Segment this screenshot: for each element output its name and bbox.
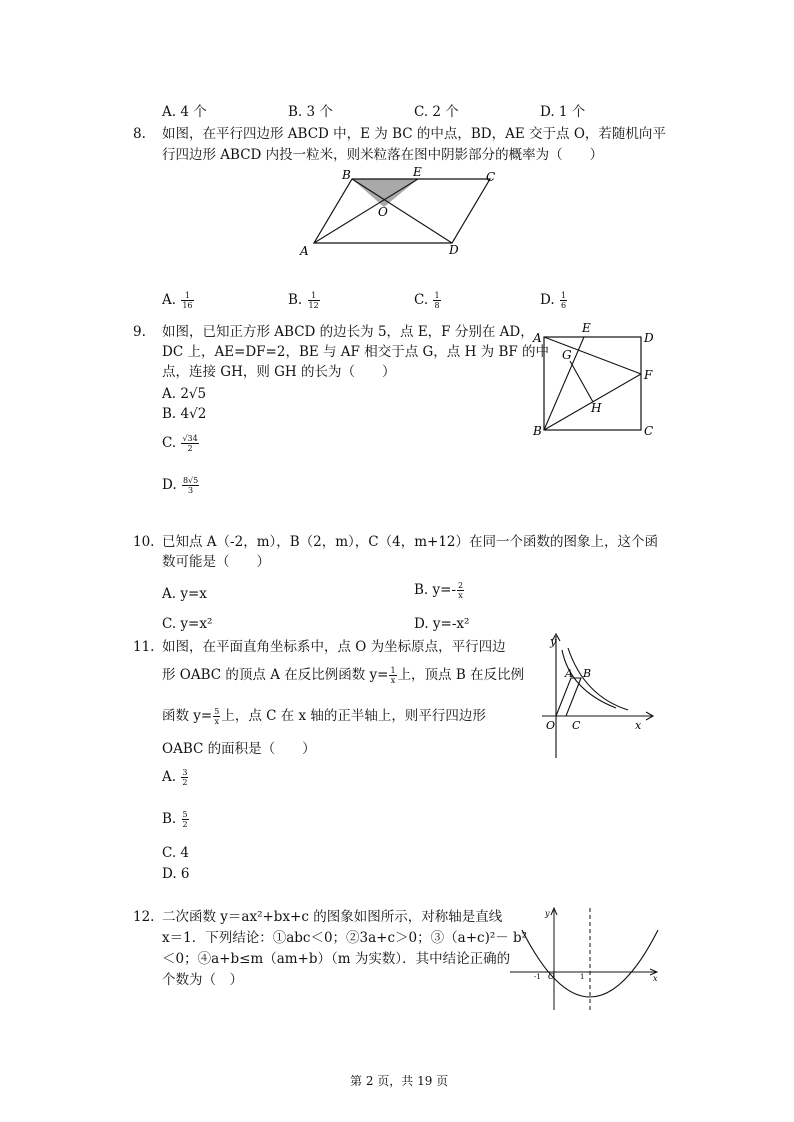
q9-segment-af bbox=[544, 337, 641, 374]
q11-stem-line3: 函数 y= $\frac{5}{x}$ 上，点 C 在 x 轴的正半轴上，则平行四边形 bbox=[162, 707, 486, 726]
q9-label-d: D bbox=[644, 331, 654, 345]
q11-stem-line4: OABC 的面积是（ ） bbox=[162, 741, 316, 757]
q9-label-a: A bbox=[533, 331, 542, 345]
q10-option-c: C. y=x² bbox=[162, 616, 213, 632]
q10-stem-line2: 数可能是（ ） bbox=[162, 554, 270, 570]
q11-label-x: x bbox=[635, 719, 642, 732]
q11-label-a: A bbox=[565, 667, 573, 680]
q8-label-b: B bbox=[342, 168, 351, 182]
q8-stem-line1: 如图，在平行四边形 ABCD 中，E 为 BC 的中点，BD，AE 交于点 O，若随机向平 bbox=[162, 126, 666, 142]
q9-label-g: G bbox=[562, 348, 572, 362]
q11-stem-line1: 如图，在平面直角坐标系中，点 O 为坐标原点，平行四边 bbox=[162, 639, 506, 655]
q7-option-c: C. 2 个 bbox=[414, 104, 459, 120]
q9-stem-line1: 如图，已知正方形 ABCD 的边长为 5，点 E，F 分别在 AD， bbox=[162, 324, 534, 340]
q8-label-e: E bbox=[413, 165, 422, 179]
q9-segment-gh bbox=[570, 361, 593, 402]
q9-option-a: A. 2√5 bbox=[162, 386, 207, 402]
q12-stem-line3: ＜0；④a+b≤m（am+b）（m 为实数）．其中结论正确的 bbox=[162, 951, 511, 967]
q11-label-b: B bbox=[583, 667, 592, 680]
q10-option-d: D. y=-x² bbox=[414, 616, 470, 632]
q12-label-neg1: -1 bbox=[534, 973, 541, 981]
q10-number: 10. bbox=[133, 534, 155, 550]
q12-number: 12. bbox=[133, 909, 155, 925]
q8-label-d: D bbox=[449, 243, 459, 257]
q9-label-f: F bbox=[644, 368, 653, 382]
q9-square bbox=[544, 337, 641, 430]
q12-label-y: y bbox=[545, 909, 550, 918]
q10-option-a: A. y=x bbox=[162, 586, 207, 602]
q11-parallelogram-oabc bbox=[556, 678, 581, 716]
q8-label-c: C bbox=[486, 170, 496, 184]
q11-label-c: C bbox=[572, 719, 581, 732]
q11-option-a: A. $\frac{3}{2}$ bbox=[162, 768, 188, 787]
q11-option-c: C. 4 bbox=[162, 845, 190, 861]
q7-option-a: A. 4 个 bbox=[162, 104, 207, 120]
q9-label-c: C bbox=[644, 424, 654, 438]
q11-stem-line2: 形 OABC 的顶点 A 在反比例函数 y= $\frac{1}{x}$ 上，顶点 B 在反比例 bbox=[162, 666, 525, 685]
q12-parabola-figure bbox=[508, 902, 663, 1014]
q9-number: 9. bbox=[133, 324, 146, 340]
q8-label-a: A bbox=[300, 244, 309, 258]
q8-option-d: D. $\frac{1}{6}$ bbox=[540, 291, 567, 310]
q10-option-b: B. y=- $\frac{2}{x}$ bbox=[414, 581, 464, 600]
q8-option-b: B. $\frac{1}{12}$ bbox=[288, 291, 319, 310]
q9-stem-line2: DC 上，AE=DF=2，BE 与 AF 相交于点 G，点 H 为 BF 的中 bbox=[162, 344, 550, 360]
q8-shaded-triangle bbox=[352, 179, 418, 207]
q11-number: 11. bbox=[133, 639, 155, 655]
q7-option-d: D. 1 个 bbox=[540, 104, 586, 120]
q11-coordinate-figure bbox=[528, 630, 658, 762]
q11-option-b: B. $\frac{5}{2}$ bbox=[162, 810, 188, 829]
q11-curve-5-over-x bbox=[568, 648, 628, 710]
q12-label-one: 1 bbox=[580, 973, 585, 981]
page-footer: 第 2 页，共 19 页 bbox=[350, 1074, 449, 1088]
q9-label-e: E bbox=[582, 321, 591, 335]
q11-label-y: y bbox=[550, 635, 557, 648]
q8-option-a: A. $\frac{1}{16}$ bbox=[162, 291, 193, 310]
q12-label-o: O bbox=[548, 972, 555, 981]
q8-parallelogram-figure bbox=[295, 164, 510, 260]
q9-label-h: H bbox=[591, 401, 602, 415]
q10-stem-line1: 已知点 A（-2，m），B（2，m），C（4，m+12）在同一个函数的图象上，这个函 bbox=[162, 534, 659, 550]
q11-option-d: D. 6 bbox=[162, 866, 190, 882]
q12-stem-line4: 个数为（ ） bbox=[162, 972, 243, 988]
q7-option-b: B. 3 个 bbox=[288, 104, 333, 120]
q9-option-b: B. 4√2 bbox=[162, 406, 207, 422]
q8-stem-line2: 行四边形 ABCD 内投一粒米，则米粒落在图中阴影部分的概率为（ ） bbox=[162, 147, 604, 163]
q9-stem-line3: 点，连接 GH，则 GH 的长为（ ） bbox=[162, 364, 396, 380]
q8-number: 8. bbox=[133, 126, 146, 142]
q12-stem-line1: 二次函数 y＝ax²+bx+c 的图象如图所示，对称轴是直线 bbox=[162, 909, 503, 925]
q9-label-b: B bbox=[533, 424, 542, 438]
q12-stem-line2: x＝1．下列结论：①abc＜0；②3a+c＞0；③（a+c)²－ b² bbox=[162, 930, 528, 946]
q12-label-x: x bbox=[653, 974, 658, 983]
q9-option-c: C. $\frac{√34}{2}$ bbox=[162, 434, 198, 453]
q11-label-o: O bbox=[546, 719, 556, 732]
q9-square-figure bbox=[528, 318, 663, 440]
q8-option-c: C. $\frac{1}{8}$ bbox=[414, 291, 440, 310]
q9-option-d: D. $\frac{8√5}{3}$ bbox=[162, 476, 199, 495]
q8-label-o: O bbox=[378, 205, 388, 219]
